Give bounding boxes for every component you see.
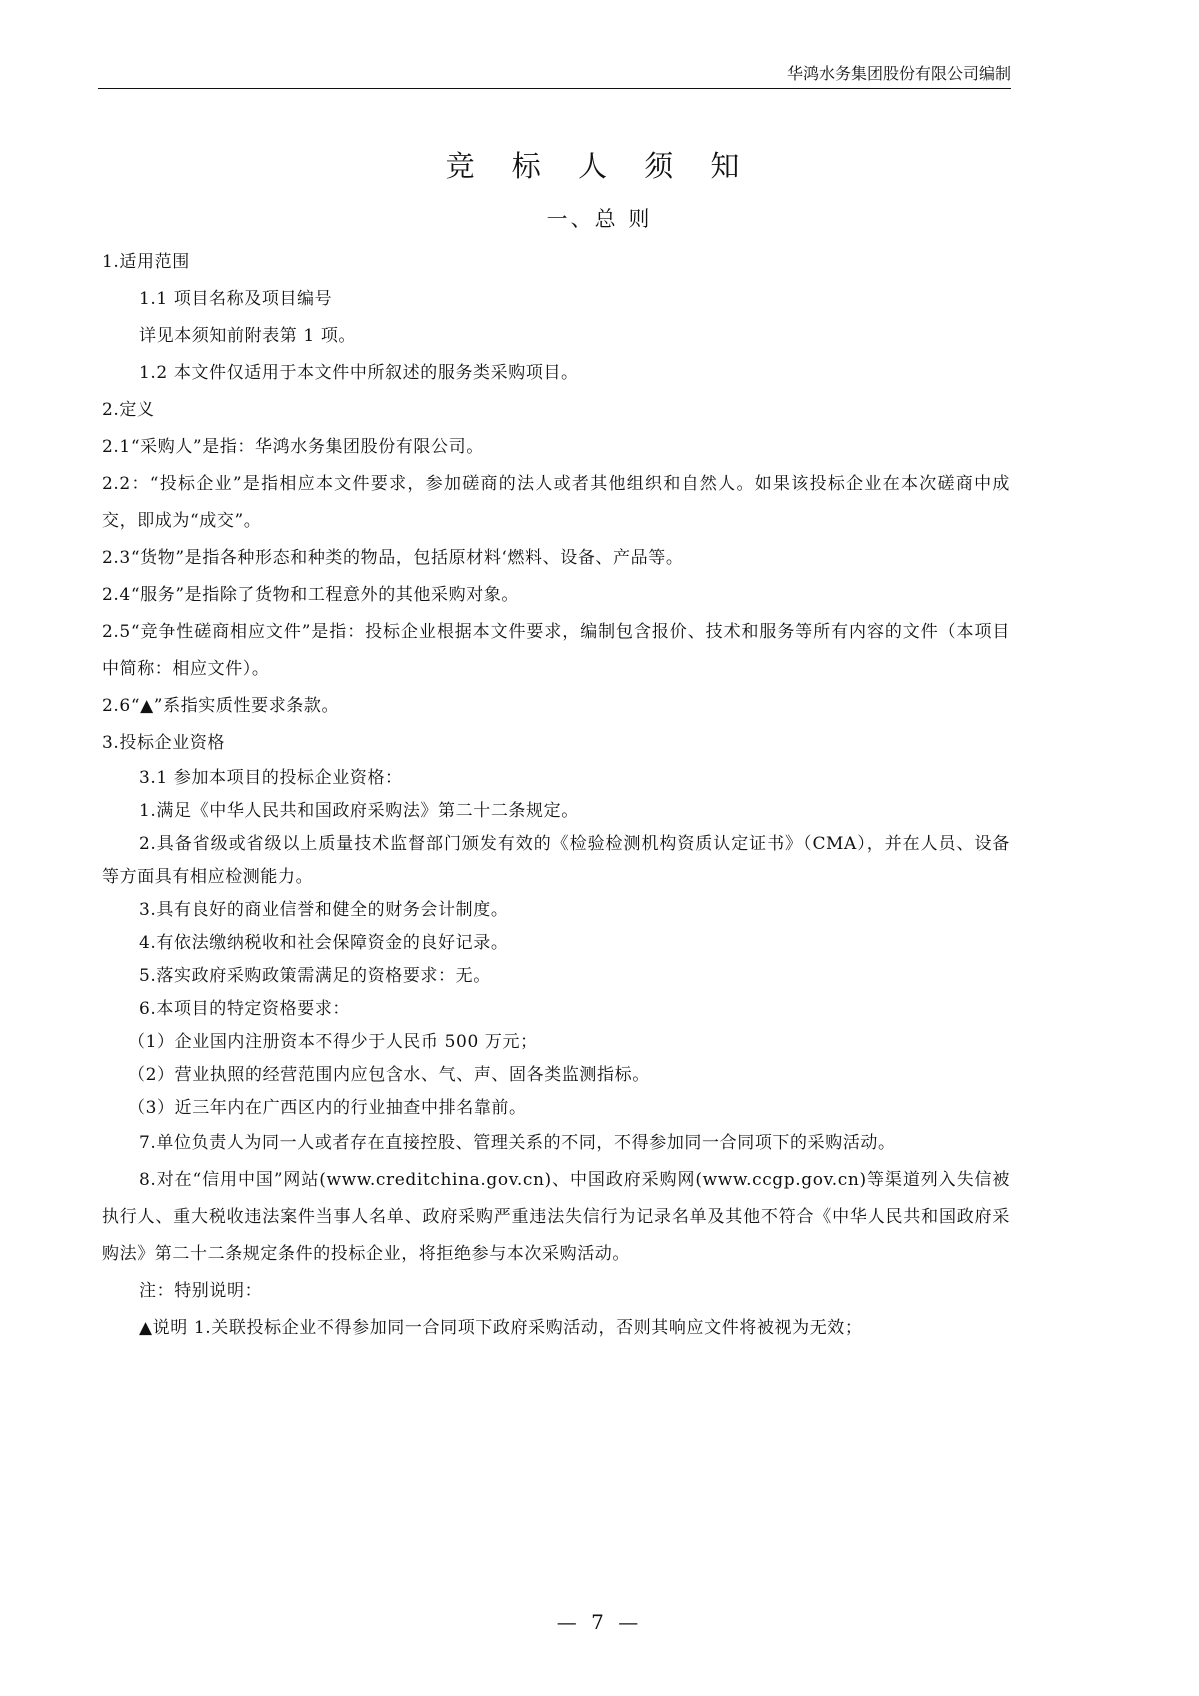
subheading-project-name: 1.1 项目名称及项目编号 <box>139 289 333 309</box>
subheading-applicability: 1.2 本文件仅适用于本文件中所叙述的服务类采购项目。 <box>139 363 579 383</box>
note-item-1: ▲说明 1.关联投标企业不得参加同一合同项下政府采购活动，否则其响应文件将被视为无效； <box>139 1318 863 1338</box>
definition-purchaser: 2.1“采购人”是指：华鸿水务集团股份有限公司。 <box>102 437 484 457</box>
qualification-item-1: 1.满足《中华人民共和国政府采购法》第二十二条规定。 <box>139 801 579 821</box>
definition-services: 2.4“服务”是指除了货物和工程意外的其他采购对象。 <box>102 585 520 605</box>
definition-goods: 2.3“货物”是指各种形态和种类的物品，包括原材料‘燃料、设备、产品等。 <box>102 548 684 568</box>
paragraph-project-ref: 详见本须知前附表第 1 项。 <box>139 326 357 346</box>
special-requirement-2: （2）营业执照的经营范围内应包含水、气、声、固各类监测指标。 <box>128 1065 650 1085</box>
definition-response-file: 2.5“竞争性磋商相应文件”是指：投标企业根据本文件要求，编制包含报价、技术和服务等所有内容的文件（本项目中简称：相应文件）。 <box>102 622 1010 679</box>
page-header: 华鸿水务集团股份有限公司编制 <box>786 64 1011 83</box>
document-title: 竞 标 人 须 知 <box>445 149 754 183</box>
qualification-item-6: 6.本项目的特定资格要求： <box>139 999 351 1019</box>
heading-scope: 1.适用范围 <box>102 252 190 272</box>
document-body <box>102 244 1010 1347</box>
special-requirement-3: （3）近三年内在广西区内的行业抽查中排名靠前。 <box>128 1098 527 1118</box>
section-heading: 一、总 则 <box>546 207 653 231</box>
subheading-qualification: 3.1 参加本项目的投标企业资格： <box>139 768 403 788</box>
note-heading: 注：特别说明： <box>139 1281 263 1301</box>
definition-bidder: 2.2：“投标企业”是指相应本文件要求，参加磋商的法人或者其他组织和自然人。如果该投标企业在本次磋商中成交，即成为“成交”。 <box>102 474 1010 531</box>
header-divider <box>98 88 1011 89</box>
qualification-item-8: 8.对在“信用中国”网站(www.creditchina.gov.cn)、中国政府采购网(www.ccgp.gov.cn)等渠道列入失信被执行人、重大税收违法案件当事人名单、政府采购严重违法失信行为记录名单及其他不符合《中华人民共和国政府采购法》第二十二条规定条件的投标企业，将拒绝参与本次采购活动。 <box>102 1170 1010 1264</box>
qualification-item-5: 5.落实政府采购政策需满足的资格要求：无。 <box>139 966 491 986</box>
heading-qualification: 3.投标企业资格 <box>102 733 226 753</box>
qualification-item-2: 2.具备省级或省级以上质量技术监督部门颁发有效的《检验检测机构资质认定证书》（CMA），并在人员、设备等方面具有相应检测能力。 <box>102 834 1010 887</box>
definition-triangle: 2.6“▲”系指实质性要求条款。 <box>102 696 340 716</box>
special-requirement-1: （1）企业国内注册资本不得少于人民币 500 万元； <box>128 1032 538 1052</box>
heading-definitions: 2.定义 <box>102 400 155 420</box>
page-number: — 7 — <box>556 1610 643 1634</box>
qualification-item-7: 7.单位负责人为同一人或者存在直接控股、管理关系的不同，不得参加同一合同项下的采购活动。 <box>139 1133 896 1153</box>
qualification-item-4: 4.有依法缴纳税收和社会保障资金的良好记录。 <box>139 933 509 953</box>
qualification-item-3: 3.具有良好的商业信誉和健全的财务会计制度。 <box>139 900 509 920</box>
